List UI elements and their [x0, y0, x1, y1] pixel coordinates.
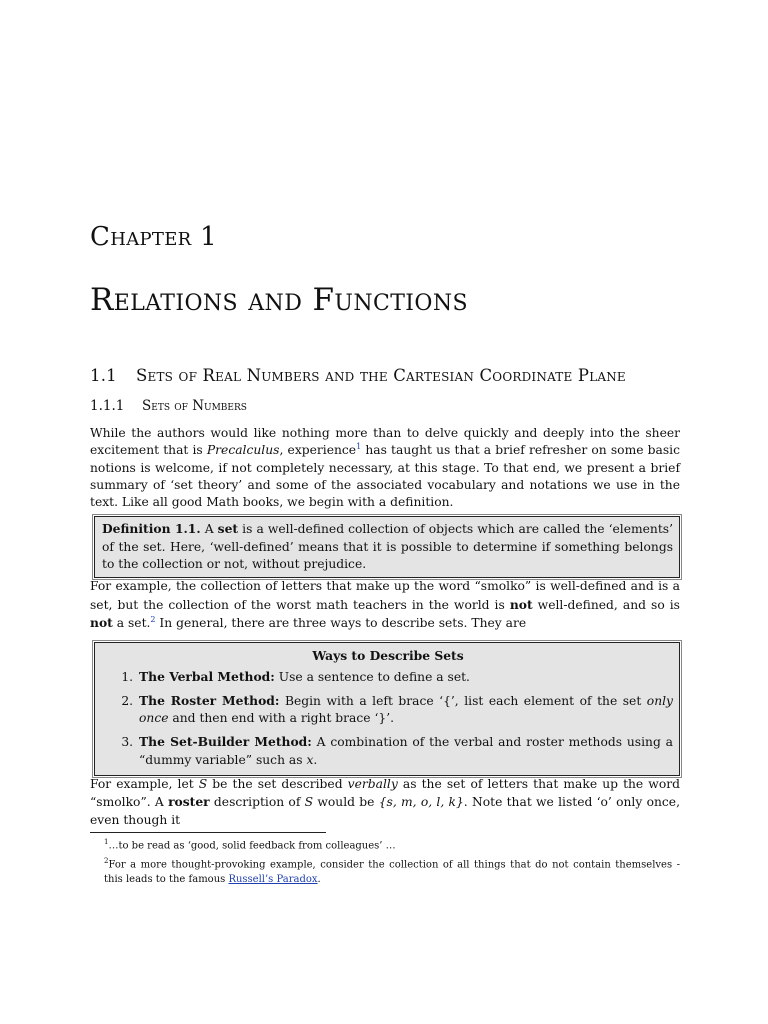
set-builder-text-1: A combination of the verbal and roster methods using a “dummy variable” such as	[139, 735, 673, 767]
set-builder-method-label: The Set-Builder Method:	[139, 734, 312, 750]
footnotes	[90, 835, 680, 887]
definition-box	[94, 516, 680, 578]
example1-text-1: For example, the collection of letters that make up the word “smolko” is well-defined and is a set, but the collection of the worst math teachers in the world is	[90, 579, 680, 612]
set-builder-text-2: .	[313, 752, 318, 767]
section-title: Sets of Real Numbers and the Cartesian Coordinate Plane	[136, 366, 626, 385]
section-number: 1.1	[90, 366, 117, 385]
verbal-method-label: The Verbal Method:	[139, 668, 275, 684]
not-emphasis-2: not	[90, 614, 113, 630]
subsection-title: Sets of Numbers	[142, 398, 247, 414]
subsection-heading	[90, 398, 680, 414]
definition-term: set	[217, 521, 239, 537]
roster-method-label: The Roster Method:	[139, 692, 280, 708]
roster-emphasis: roster	[168, 794, 210, 810]
example2-text-3: as the set of letters that make up the word “smolko”. A	[90, 777, 680, 810]
definition-text-1: A	[200, 522, 218, 537]
intro-text-1: While the authors would like nothing more than to delve quickly and deeply into the sheer excitement that is	[90, 426, 680, 458]
ways-list	[103, 668, 673, 769]
set-variable-s: S	[198, 777, 208, 792]
ways-box	[94, 642, 680, 776]
ways-heading: Ways to Describe Sets	[312, 648, 464, 664]
intro-text-3: has taught us that a brief refresher on some basic notions is welcome, if not completely necessary, at this stage. To that end, we present a brief summary of ‘set theory’ and some of the associated vocabulary and notations we use in the text. Like all good Math books, we begin with a definition.	[90, 443, 680, 510]
example-paragraph-1	[90, 578, 680, 632]
example-paragraph-2	[90, 776, 680, 829]
russells-paradox-link[interactable]: Russell’s Paradox	[228, 873, 318, 885]
verbal-method-text: Use a sentence to define a set.	[274, 669, 470, 684]
example2-text-5: would be	[313, 795, 379, 810]
footnote-ref-1[interactable]: 1	[356, 442, 362, 452]
example2-text-4: description of	[209, 795, 305, 810]
roster-method-text-1: Begin with a left brace ‘{’, list each element of the set	[279, 693, 647, 708]
footnote-2	[90, 854, 680, 887]
section-heading	[90, 366, 680, 385]
definition-text-2: is a well-defined collection of objects which are called the ‘elements’ of the set. Here, ‘well-defined’ means that it is possible to determine if something belongs to the collection or not, without prejudice.	[102, 522, 673, 572]
list-item	[137, 733, 673, 769]
chapter-title: Relations and Functions	[90, 282, 468, 318]
dummy-variable: x	[306, 752, 314, 767]
precalculus-emphasis: Precalculus	[206, 443, 280, 458]
example1-text-3: a set.	[112, 615, 151, 630]
footnote-1-text: …to be read as ‘good, solid feedback from colleagues’ …	[108, 840, 396, 852]
footnote-2-mark: 2	[104, 856, 109, 865]
example1-text-4: In general, there are three ways to describe sets. They are	[155, 615, 527, 630]
list-item	[137, 692, 673, 728]
footnote-2-text: For a more thought-provoking example, consider the collection of all things that do not contain themselves - this leads to the famous	[104, 859, 680, 885]
roster-set: {s, m, o, l, k}	[378, 795, 464, 810]
set-variable-s-2: S	[304, 795, 314, 810]
footnote-ref-2[interactable]: 2	[150, 614, 156, 624]
list-item	[137, 668, 673, 686]
subsection-number: 1.1.1	[90, 398, 125, 414]
footnote-1	[90, 835, 680, 854]
only-once-emphasis: only once	[139, 693, 673, 726]
verbally-emphasis: verbally	[347, 777, 398, 792]
example2-text-6: . Note that we listed ‘o’ only once, even though it	[90, 795, 680, 827]
footnote-2-end: .	[317, 873, 321, 885]
page-content	[90, 222, 680, 887]
not-emphasis-1: not	[509, 596, 533, 612]
footnote-1-mark: 1	[104, 837, 109, 846]
intro-text-2: , experience	[279, 443, 357, 458]
roster-method-text-2: and then end with a right brace ‘}’.	[168, 711, 395, 726]
footnote-divider	[90, 832, 326, 833]
example1-text-2: well-defined, and so is	[532, 597, 680, 612]
chapter-label: Chapter 1	[90, 222, 217, 252]
example2-text-2: be the set described	[207, 777, 348, 792]
example2-text-1: For example, let	[90, 777, 199, 792]
definition-label: Definition 1.1.	[102, 521, 201, 537]
intro-paragraph	[90, 425, 680, 511]
